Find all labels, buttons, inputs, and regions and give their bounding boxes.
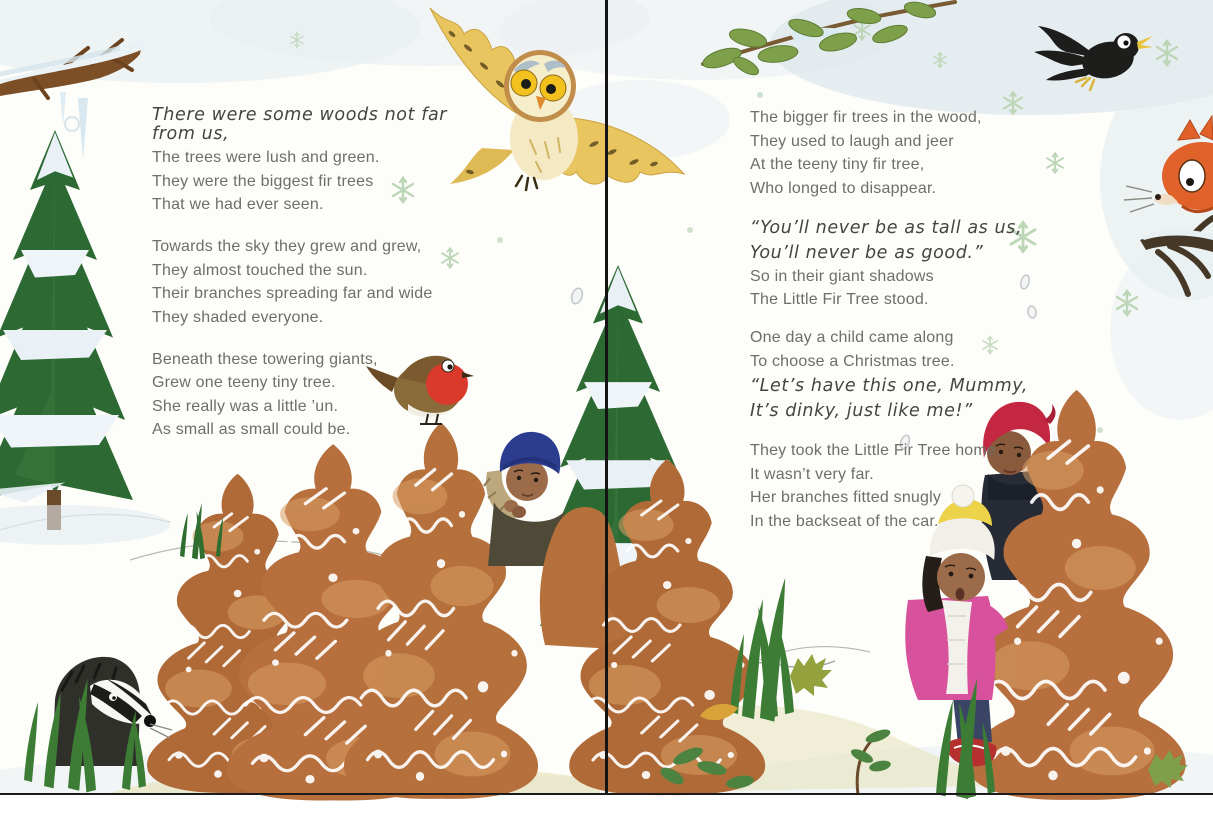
right-stanza-2 xyxy=(750,219,1080,309)
poem-line: That we had ever seen. xyxy=(152,196,324,213)
right-stanza-4 xyxy=(750,443,1080,530)
poem-line: So in their giant shadows xyxy=(750,267,934,285)
left-stanza-1 xyxy=(152,106,492,213)
left-stanza-3 xyxy=(152,352,492,439)
poem-line: To choose a Christmas tree. xyxy=(750,352,955,370)
left-stanza-2 xyxy=(152,239,492,326)
right-stanza-3 xyxy=(750,330,1080,421)
poem-line: Grew one teeny tiny tree. xyxy=(152,374,336,391)
poem-line: Beneath these towering giants, xyxy=(152,350,378,368)
poem-line: The Little Fir Tree stood. xyxy=(750,291,929,308)
poem-line: In the backseat of the car. xyxy=(750,512,939,530)
left-page-text xyxy=(152,106,492,464)
poem-line: At the teeny tiny fir tree, xyxy=(750,156,925,173)
poem-line: “Let’s have this one, Mummy, xyxy=(750,376,1029,396)
right-stanza-1 xyxy=(750,110,1080,197)
page-gutter-line xyxy=(605,0,608,794)
poem-line: Her branches fitted snugly xyxy=(750,489,942,506)
poem-line: Towards the sky they grew and grew, xyxy=(152,238,422,255)
right-page-text xyxy=(750,110,1080,552)
poem-line: They took the Little Fir Tree home, xyxy=(750,442,1001,459)
poem-line: Their branches spreading far and wide xyxy=(152,285,433,302)
poem-line: They shaded everyone. xyxy=(152,308,324,326)
poem-line: “You’ll never be as tall as us, xyxy=(750,217,1023,238)
poem-line: As small as small could be. xyxy=(152,421,351,438)
page-bottom-edge xyxy=(0,793,1213,795)
poem-line: It’s dinky, just like me!” xyxy=(750,401,973,421)
poem-line: It wasn’t very far. xyxy=(750,465,874,483)
poem-line: The trees were lush and green. xyxy=(152,149,380,166)
poem-line: Who longed to disappear. xyxy=(750,179,937,197)
poem-line: One day a child came along xyxy=(750,329,954,346)
poem-line: She really was a little ’un. xyxy=(152,397,339,415)
poem-line: You’ll never be as good.” xyxy=(750,242,984,263)
poem-line: There were some woods not far from us, xyxy=(152,105,448,144)
poem-line: They used to laugh and jeer xyxy=(750,132,954,150)
poem-line: They were the biggest fir trees xyxy=(152,172,374,190)
poem-line: The bigger fir trees in the wood, xyxy=(750,109,982,126)
poem-line: They almost touched the sun. xyxy=(152,261,368,279)
